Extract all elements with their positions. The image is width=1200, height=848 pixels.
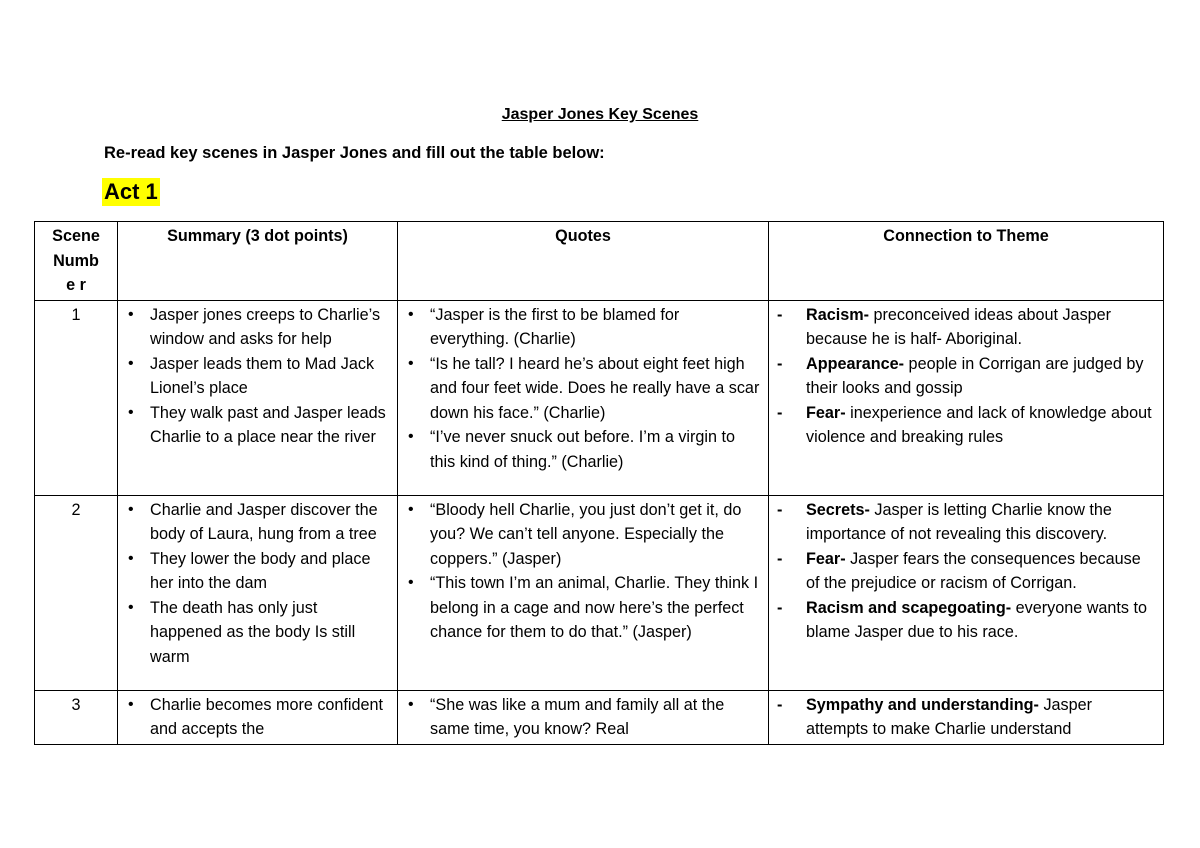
quotes-cell <box>398 495 769 690</box>
quote-point: • “This town I’m an animal, Charlie. They think I belong in a cage and now here’s the perfect chance for them to do that.” (Jasper) <box>430 571 762 645</box>
quote-point: • “She was like a mum and family all at the same time, you know? Real <box>430 693 762 742</box>
theme-cell <box>769 495 1164 690</box>
theme-text: Jasper is letting Charlie know the importance of not revealing this discovery. <box>806 500 1112 543</box>
scene-number: 1 <box>35 300 118 495</box>
theme-point <box>806 401 1157 450</box>
summary-point: • Charlie and Jasper discover the body of Laura, hung from a tree <box>150 498 391 547</box>
theme-text: preconceived ideas about Jasper because he is half- Aboriginal. <box>806 305 1112 348</box>
instruction-text: Re-read key scenes in Jasper Jones and fill out the table below: <box>104 144 605 162</box>
summary-point: • They walk past and Jasper leads Charlie to a place near the river <box>150 401 391 450</box>
summary-point: • Jasper leads them to Mad Jack Lionel’s place <box>150 352 391 401</box>
theme-point <box>806 303 1157 352</box>
quotes-cell <box>398 300 769 495</box>
quote-point: • “Jasper is the first to be blamed for everything. (Charlie) <box>430 303 762 352</box>
scene-number: 3 <box>35 690 118 744</box>
summary-point: • The death has only just happened as the body Is still warm <box>150 596 391 670</box>
summary-cell <box>118 300 398 495</box>
table-row <box>35 495 1164 690</box>
quote-point: • “Bloody hell Charlie, you just don’t get it, do you? We can’t tell anyone. Especially the coppers.” (Jasper) <box>430 498 762 572</box>
summary-point: • Jasper jones creeps to Charlie’s window and asks for help <box>150 303 391 352</box>
summary-point: • Charlie becomes more confident and accepts the <box>150 693 391 742</box>
theme-cell <box>769 690 1164 744</box>
theme-text: inexperience and lack of knowledge about violence and breaking rules <box>806 403 1152 446</box>
theme-keyword: Racism- <box>806 305 869 324</box>
scene-number: 2 <box>35 495 118 690</box>
theme-keyword: Fear- <box>806 403 846 422</box>
theme-point <box>806 547 1157 596</box>
quote-point: • “I’ve never snuck out before. I’m a virgin to this kind of thing.” (Charlie) <box>430 425 762 474</box>
theme-keyword: Appearance- <box>806 354 905 373</box>
header-quotes: Quotes <box>398 222 769 301</box>
theme-point <box>806 596 1157 645</box>
table-row <box>35 690 1164 744</box>
theme-cell <box>769 300 1164 495</box>
quote-point: • “Is he tall? I heard he’s about eight feet high and four feet wide. Does he really have a scar down his face.” (Charlie) <box>430 352 762 426</box>
theme-text: everyone wants to blame Jasper due to his race. <box>806 598 1147 641</box>
header-connection: Connection to Theme <box>769 222 1164 301</box>
theme-text: Jasper fears the consequences because of the prejudice or racism of Corrigan. <box>806 549 1141 592</box>
summary-cell <box>118 690 398 744</box>
header-scene-number-text: Scene Numbe r <box>52 227 100 294</box>
document-title: Jasper Jones Key Scenes <box>501 106 699 123</box>
theme-keyword: Fear- <box>806 549 846 568</box>
theme-keyword: Secrets- <box>806 500 870 519</box>
summary-point: • They lower the body and place her into the dam <box>150 547 391 596</box>
act-heading: Act 1 <box>104 179 158 204</box>
theme-text: people in Corrigan are judged by their looks and gossip <box>806 354 1144 397</box>
summary-cell <box>118 495 398 690</box>
theme-point <box>806 498 1157 547</box>
key-scenes-table <box>34 221 1164 745</box>
header-summary: Summary (3 dot points) <box>118 222 398 301</box>
table-header-row <box>35 222 1164 301</box>
theme-text: Jasper attempts to make Charlie understand <box>806 695 1093 738</box>
theme-point <box>806 693 1157 742</box>
header-scene-number <box>35 222 118 301</box>
quotes-cell <box>398 690 769 744</box>
theme-keyword: Sympathy and understanding- <box>806 695 1039 714</box>
table-row <box>35 300 1164 495</box>
theme-point <box>806 352 1157 401</box>
theme-keyword: Racism and scapegoating- <box>806 598 1012 617</box>
